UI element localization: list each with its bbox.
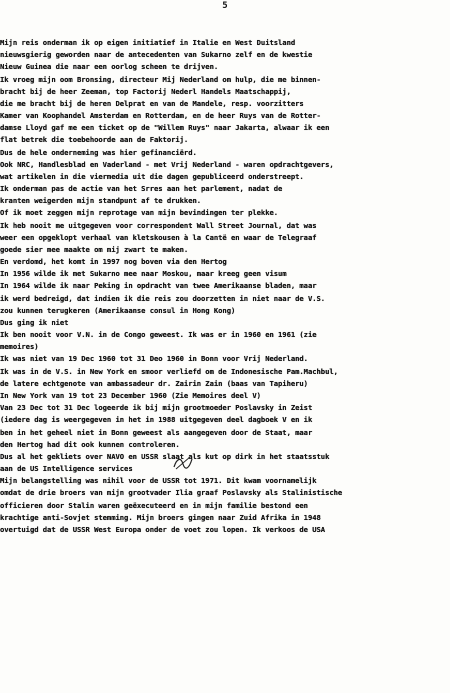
text-line: Mijn belangstelling was nihil voor de USSR tot 1971. Dit kwam voornamelijk [0,476,317,486]
text-line: omdat de drie broers van mijn grootvader Ilia graaf Poslavsky als Stalinistische [0,488,343,498]
text-line: (iedere dag is weergegeven in het in 1988 uitgegeven deel dagboek V en ik [0,415,313,425]
text-line: Dus ging ik niet [0,317,69,327]
text-line: Dus de hele onderneming was hier gefinanciërd. [0,147,197,157]
text-line: In 1956 wilde ik met Sukarno mee naar Moskou, maar kreeg geen visum [0,269,287,279]
text-line: Ik vroeg mijn oom Bronsing, directeur Mij Nederland om hulp, die me binnen- [0,74,321,84]
text-line: weer een opgeklopt verhaal van kletskousen à la Cantë en waar de Telegraaf [0,232,317,242]
text-line: Nieuw Guinea die naar een oorlog scheen te drijven. [0,62,219,72]
text-line: goede sier mee maakte om mij zwart te maken. [0,244,189,254]
handwritten-correction-mark [172,455,194,471]
text-line: overtuigd dat de USSR West Europa onder de voet zou lopen. Ik verkoos de USA [0,524,326,534]
text-line: Of ik moet zeggen mijn reprotage van mijn bevindingen ter plekke. [0,208,279,218]
typewritten-body [0,37,450,536]
text-line: wat artikelen in die viermedia uit die dagen gepubliceerd onderstreept. [0,171,304,181]
text-line: Ik heb nooit me uitgegeven voor correspondent Wall Street Journal, dat was [0,220,317,230]
text-line: officieren door Stalin waren geëxecuteerd en in mijn familie bestond een [0,500,308,510]
text-line: ben in het geheel niet in Bonn geweest als aangegeven door de Staat, maar [0,427,313,437]
text-line: Ik was in de V.S. in New York en smoor verliefd om de Indonesische Pam.Machbul, [0,366,338,376]
text-line: In New York van 19 tot 23 December 1960 (Zie Memoires deel V) [0,390,261,400]
text-line: aan de US Intelligence services [0,464,133,474]
text-line: Kamer van Koophandel Amsterdam en Rotterdam, en de heer Ruys van de Rotter- [0,111,321,121]
text-line: memoires) [0,342,39,352]
text-line: Ik ben nooit voor V.N. in de Congo geweest. Ik was er in 1960 en 1961 (zie [0,330,317,340]
text-line: bracht bij de heer Zeeman, top Factorij Nederl Handels Maatschappij, [0,86,291,96]
text-line: die me bracht bij de heren Delprat en van de Mandele, resp. voorzitters [0,98,304,108]
page-number: 5 [222,1,228,11]
text-line: flat betrek die toebehoorde aan de Faktorij. [0,135,189,145]
text-line: Ook NRC, Handlesblad en Vaderland - met Vrij Nederland - waren opdrachtgevers, [0,159,334,169]
text-line: zou kunnen terugkeren (Amerikaanse consul in Hong Kong) [0,305,236,315]
text-line: ik werd bedreigd, dat indien ik die reis zou doorzetten in niet naar de V.S. [0,293,326,303]
text-line: den Hertog had dit ook kunnen controleren. [0,439,180,449]
text-line: Ik onderman pas de actie van het Srres aan het parlement, nadat de [0,184,283,194]
text-line: kranten weigerden mijn standpunt af te drukken. [0,196,202,206]
text-line: de latere echtgenote van ambassadeur dr. Zairin Zain (baas van Tapiheru) [0,378,308,388]
text-line: damse Lloyd gaf me een ticket op de "Willem Ruys" naar Jakarta, alwaar ik een [0,123,330,133]
text-line: Ik was niet van 19 Dec 1960 tot 31 Deo 1960 in Bonn voor Vrij Nederland. [0,354,308,364]
text-line: Mijn reis onderman ik op eigen initiatief in Italie en West Duitsland [0,38,296,47]
text-line: In 1964 wilde ik naar Peking in opdracht van twee Amerikaanse bladen, maar [0,281,317,291]
text-line: En verdomd, het komt in 1997 nog boven via den Hertog [0,257,227,267]
text-line: krachtige anti-Sovjet stemming. Mijn broers gingen naar Zuid Afrika in 1948 [0,512,321,522]
text-line: Dus al het gekliets over NAVO en USSR slaat als kut op dirk in het staatsstuk [0,451,330,461]
text-line: Van 23 Dec tot 31 Dec logeerde ik bij mijn grootmoeder Poslavsky in Zeist [0,403,313,413]
text-line: nieuwsgierig geworden naar de antecedenten van Sukarno zelf en de kwestie [0,50,313,60]
